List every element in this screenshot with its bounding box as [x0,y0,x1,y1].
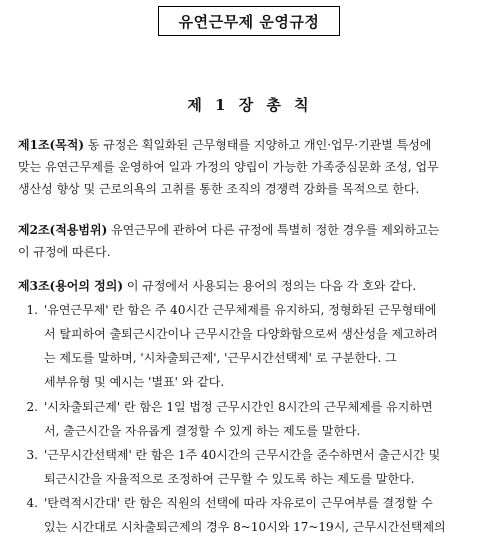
article-1-line-1 [18,134,486,156]
item-number: 1. [26,303,38,317]
item-line: 서, 출근시간을 자유롭게 결정할 수 있게 하는 제도를 말한다. [44,424,361,438]
item-line: '탄력적시간대' 란 함은 직원의 선택에 따라 자유로이 근무여부를 결정할 수 [44,496,433,510]
article-1-line-3: 생산성 향상 및 근로의욕의 고취를 통한 조직의 경쟁력 강화를 목적으로 한다. [18,182,420,196]
item-line: 세부유형 및 예시는 '별표' 와 같다. [44,375,225,389]
article-2-line-1 [18,219,486,241]
item-body [44,491,484,539]
article-2-heading: 제2조(적용범위) [18,223,108,237]
article-2-text: 유연근무에 관하여 다른 규정에 특별히 정한 경우를 제외하고는 [107,223,440,237]
article-3-text: 이 규정에서 사용되는 용어의 정의는 다음 각 호와 같다. [123,279,417,293]
item-line: '유연근무제' 란 함은 주 40시간 근무체제를 유지하되, 정형화된 근무형태에 [44,303,437,317]
item-body [44,443,484,491]
article-3-line-1 [18,275,486,297]
item-line: '근무시간선택제' 란 함은 1주 40시간의 근무시간을 준수하면서 출근시간 및 [44,448,441,462]
article-1-heading: 제1조(목적) [18,138,85,152]
article-1 [18,134,486,200]
item-number: 4. [26,496,38,510]
item-line: '시차출퇴근제' 란 함은 1일 법정 근무시간인 8시간의 근무체제를 유지하면 [44,400,433,414]
item-line: 는 제도를 말하며, '시차출퇴근제', '근무시간선택제' 로 구분한다. 그 [44,351,397,365]
article-1-line-2: 맞는 유연근무제를 운영하여 일과 가정의 양립이 가능한 가족중심문화 조성, 업무 [18,160,439,174]
article-2 [18,219,486,263]
article-3-heading: 제3조(용어의 정의) [18,279,124,293]
item-number: 2. [26,400,38,414]
item-body [44,298,484,394]
item-line: 서 탈피하여 출퇴근시간이나 근무시간을 다양화함으로써 생산성을 제고하려 [44,327,438,341]
chapter-heading: 제 1 장 총 칙 [187,96,313,114]
item-number: 3. [26,448,38,462]
item-line: 퇴근시간을 자율적으로 조정하여 근무할 수 있도록 하는 제도를 말한다. [44,472,415,486]
document-title: 유연근무제 운영규정 [158,6,340,36]
article-2-line-2: 이 규정에 따른다. [18,245,111,259]
article-3 [18,275,486,297]
article-1-text: 동 규정은 획일화된 근무형태를 지양하고 개인·업무·기관별 특성에 [84,138,432,152]
item-line: 있는 시간대로 시차출퇴근제의 경우 8~10시와 17~19시, 근무시간선택제의 [44,520,446,534]
item-body [44,395,484,443]
